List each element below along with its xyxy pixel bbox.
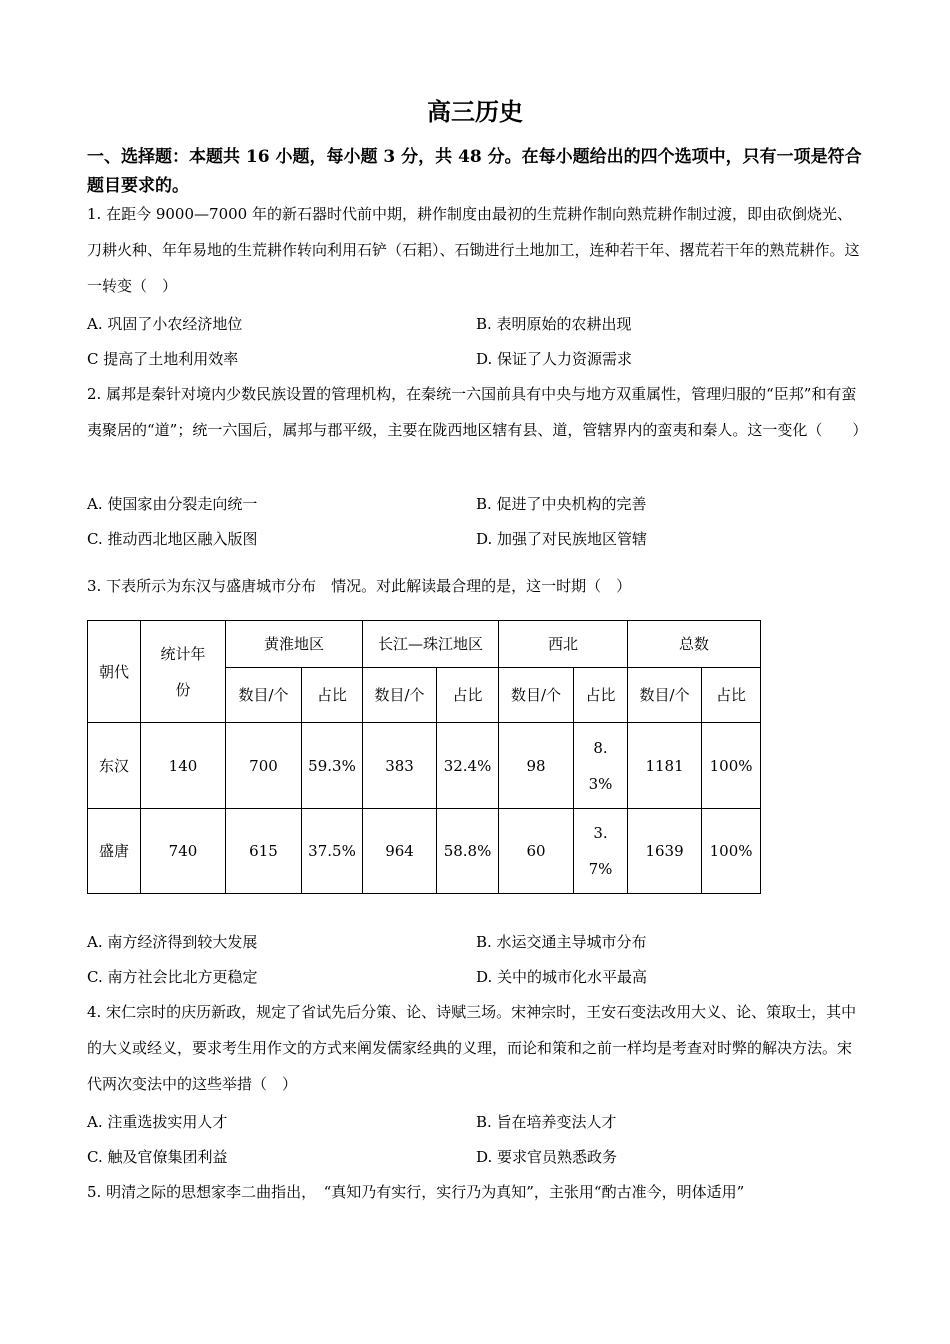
question-2-option-d[interactable]: D. 加强了对民族地区管辖 bbox=[476, 530, 648, 548]
question-4-option-d[interactable]: D. 要求官员熟悉政务 bbox=[476, 1148, 618, 1166]
cell-ratio: 3.7% bbox=[574, 809, 628, 894]
question-3-option-d[interactable]: D. 关中的城市化水平最高 bbox=[476, 968, 648, 986]
cell-count: 615 bbox=[226, 809, 302, 894]
subheader-ratio: 占比 bbox=[437, 668, 499, 723]
subheader-count: 数目/个 bbox=[363, 668, 437, 723]
question-2-option-b[interactable]: B. 促进了中央机构的完善 bbox=[476, 495, 647, 513]
table-row bbox=[88, 723, 761, 809]
question-3-option-a[interactable]: A. 南方经济得到较大发展 bbox=[87, 933, 258, 951]
question-1-stem: 1. 在距今 9000—7000 年的新石器时代前中期，耕作制度由最初的生荒耕作制向熟荒耕作制过渡，即由砍倒烧光、刀耕火种、年年易地的生荒耕作转向利用石铲（石耜）、石锄进行土地加工，连种若干年、撂荒若干年的熟荒耕作。这一转变（ ） bbox=[87, 205, 860, 295]
subheader-count: 数目/个 bbox=[226, 668, 302, 723]
question-3-option-b[interactable]: B. 水运交通主导城市分布 bbox=[476, 933, 647, 951]
cell-ratio: 59.3% bbox=[302, 723, 363, 809]
question-4-option-a[interactable]: A. 注重选拔实用人才 bbox=[87, 1113, 228, 1131]
table-header-row bbox=[88, 621, 761, 668]
subheader-count: 数目/个 bbox=[499, 668, 574, 723]
cell-count: 1181 bbox=[628, 723, 702, 809]
subheader-ratio: 占比 bbox=[574, 668, 628, 723]
cell-ratio: 100% bbox=[702, 723, 761, 809]
cell-ratio: 32.4% bbox=[437, 723, 499, 809]
question-4-stem: 4. 宋仁宗时的庆历新政，规定了省试先后分策、论、诗赋三场。宋神宗时，王安石变法改用大义、论、策取士，其中的大义或经义，要求考生用作文的方式来阐发儒家经典的义理，而论和策和之前一样均是考查对时弊的解决方法。宋代两次变法中的这些举措（ ） bbox=[87, 1003, 857, 1093]
subheader-ratio: 占比 bbox=[302, 668, 363, 723]
header-year: 统计年份 bbox=[141, 621, 226, 723]
header-total: 总数 bbox=[628, 621, 761, 668]
header-dynasty: 朝代 bbox=[88, 621, 141, 723]
question-4-option-c[interactable]: C. 触及官僚集团利益 bbox=[87, 1148, 228, 1166]
cell-year: 740 bbox=[141, 809, 226, 894]
cell-year: 140 bbox=[141, 723, 226, 809]
subheader-ratio: 占比 bbox=[702, 668, 761, 723]
section-heading: 一、选择题：本题共 16 小题，每小题 3 分，共 48 分。在每小题给出的四个选项中，只有一项是符合题目要求的。 bbox=[87, 147, 862, 196]
question-4-option-b[interactable]: B. 旨在培养变法人才 bbox=[476, 1113, 617, 1131]
cell-dynasty: 东汉 bbox=[88, 723, 141, 809]
city-distribution-table bbox=[87, 620, 761, 894]
question-1-option-b[interactable]: B. 表明原始的农耕出现 bbox=[476, 315, 632, 333]
question-2-stem: 2. 属邦是秦针对境内少数民族设置的管理机构，在秦统一六国前具有中央与地方双重属性，管理归服的“臣邦”和有蛮夷聚居的“道”；统一六国后，属邦与郡平级，主要在陇西地区辖有县、道，管辖界内的蛮夷和秦人。这一变化（ ） bbox=[87, 385, 868, 439]
cell-count: 700 bbox=[226, 723, 302, 809]
cell-ratio: 58.8% bbox=[437, 809, 499, 894]
cell-count: 1639 bbox=[628, 809, 702, 894]
cell-ratio: 100% bbox=[702, 809, 761, 894]
header-region-changjiang-zhujiang: 长江—珠江地区 bbox=[363, 621, 499, 668]
question-1-option-c[interactable]: C 提高了土地利用效率 bbox=[87, 350, 239, 368]
header-region-northwest: 西北 bbox=[499, 621, 628, 668]
cell-count: 98 bbox=[499, 723, 574, 809]
question-3-option-c[interactable]: C. 南方社会比北方更稳定 bbox=[87, 968, 258, 986]
cell-count: 964 bbox=[363, 809, 437, 894]
question-2-option-c[interactable]: C. 推动西北地区融入版图 bbox=[87, 530, 258, 548]
table-row bbox=[88, 809, 761, 894]
question-2-option-a[interactable]: A. 使国家由分裂走向统一 bbox=[87, 495, 258, 513]
cell-ratio: 8.3% bbox=[574, 723, 628, 809]
cell-count: 60 bbox=[499, 809, 574, 894]
cell-dynasty: 盛唐 bbox=[88, 809, 141, 894]
subheader-count: 数目/个 bbox=[628, 668, 702, 723]
header-region-huanghuai: 黄淮地区 bbox=[226, 621, 363, 668]
question-3-stem: 3. 下表所示为东汉与盛唐城市分布 情况。对此解读最合理的是，这一时期（ ） bbox=[87, 577, 632, 595]
question-5-stem: 5. 明清之际的思想家李二曲指出， “真知乃有实行，实行乃为真知”，主张用“酌古准今，明体适用” bbox=[87, 1183, 745, 1201]
page-title: 高三历史 bbox=[427, 97, 523, 126]
question-1-option-d[interactable]: D. 保证了人力资源需求 bbox=[476, 350, 633, 368]
cell-ratio: 37.5% bbox=[302, 809, 363, 894]
cell-count: 383 bbox=[363, 723, 437, 809]
question-1-option-a[interactable]: A. 巩固了小农经济地位 bbox=[87, 315, 243, 333]
